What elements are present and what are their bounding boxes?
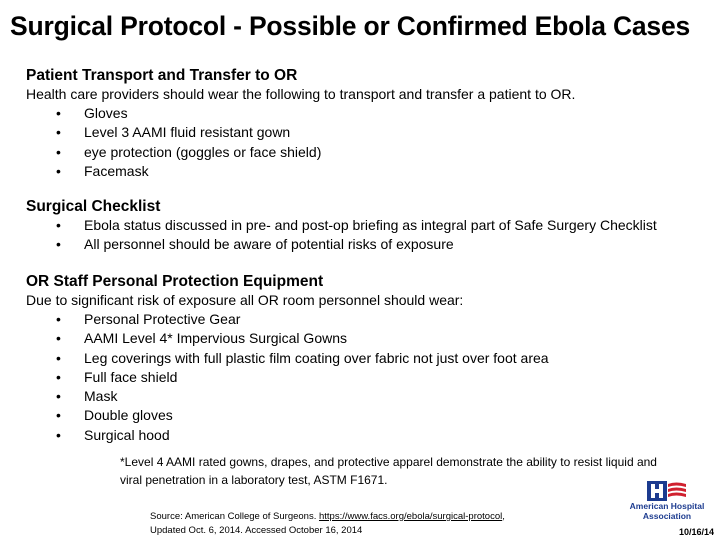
- list-item: • All personnel should be aware of potential risks of exposure: [56, 235, 706, 254]
- source-citation: Source: American College of Surgeons. https://www.facs.org/ebola/surgical-protocol, Updated Oct. 6, 2014. Accessed October 16, 2014: [150, 511, 505, 536]
- bullet-icon: •: [56, 217, 61, 233]
- slide-date: 10/16/14: [679, 527, 715, 537]
- list-item: • Surgical hood: [56, 426, 706, 445]
- transport-section: [26, 66, 706, 181]
- logo-text-line2: Association: [642, 510, 692, 521]
- bullet-icon: •: [56, 124, 61, 141]
- bullet-icon: •: [56, 236, 61, 253]
- list-item: • Mask: [56, 387, 706, 406]
- footnote: *Level 4 AAMI rated gowns, drapes, and protective apparel demonstrate the ability to resist liquid and viral penetration in a laboratory test, ASTM F1671.: [120, 455, 657, 487]
- list-item: • Level 3 AAMI fluid resistant gown: [56, 123, 706, 142]
- checklist-heading: Surgical Checklist: [26, 198, 161, 215]
- list-item: • Gloves: [56, 104, 706, 123]
- checklist-list: [26, 216, 706, 255]
- ppe-list: [26, 310, 706, 445]
- list-item: • eye protection (goggles or face shield): [56, 143, 706, 162]
- list-item: • Full face shield: [56, 368, 706, 387]
- list-item: • Ebola status discussed in pre- and post-op briefing as integral part of Safe Surgery Checklist: [56, 216, 706, 235]
- aha-h-flag-icon: [645, 480, 689, 502]
- slide-title: Surgical Protocol - Possible or Confirmed Ebola Cases: [10, 11, 691, 41]
- bullet-icon: •: [56, 105, 61, 121]
- source-prefix: Source: American College of Surgeons.: [150, 511, 317, 522]
- logo-text-line1: American Hospital: [629, 501, 705, 511]
- bullet-icon: •: [56, 388, 61, 405]
- ppe-heading: OR Staff Personal Protection Equipment: [26, 273, 324, 290]
- bullet-icon: •: [56, 162, 61, 179]
- transport-intro: Health care providers should wear the following to transport and transfer a patient to OR.: [26, 86, 576, 102]
- bullet-icon: •: [56, 426, 61, 443]
- list-item: • Leg coverings with full plastic film coating over fabric not just over foot area: [56, 349, 706, 368]
- bullet-icon: •: [56, 311, 61, 327]
- source-link[interactable]: https://www.facs.org/ebola/surgical-protocol: [318, 511, 503, 522]
- ppe-intro: Due to significant risk of exposure all OR room personnel should wear:: [26, 292, 464, 308]
- checklist-section: [26, 197, 706, 255]
- source-date-line: Updated Oct. 6, 2014. Accessed October 16, 2014: [150, 525, 363, 536]
- bullet-icon: •: [56, 330, 61, 347]
- list-item: • Facemask: [56, 162, 706, 181]
- list-item: • Personal Protective Gear: [56, 310, 706, 329]
- aha-logo: [618, 480, 716, 522]
- bullet-icon: •: [56, 143, 61, 160]
- ppe-section: [26, 272, 706, 445]
- transport-list: [26, 104, 706, 181]
- bullet-icon: •: [56, 349, 61, 366]
- list-item: • Double gloves: [56, 406, 706, 425]
- bullet-icon: •: [56, 407, 61, 424]
- list-item: • AAMI Level 4* Impervious Surgical Gowns: [56, 329, 706, 348]
- bullet-icon: •: [56, 368, 61, 385]
- transport-heading: Patient Transport and Transfer to OR: [26, 67, 298, 84]
